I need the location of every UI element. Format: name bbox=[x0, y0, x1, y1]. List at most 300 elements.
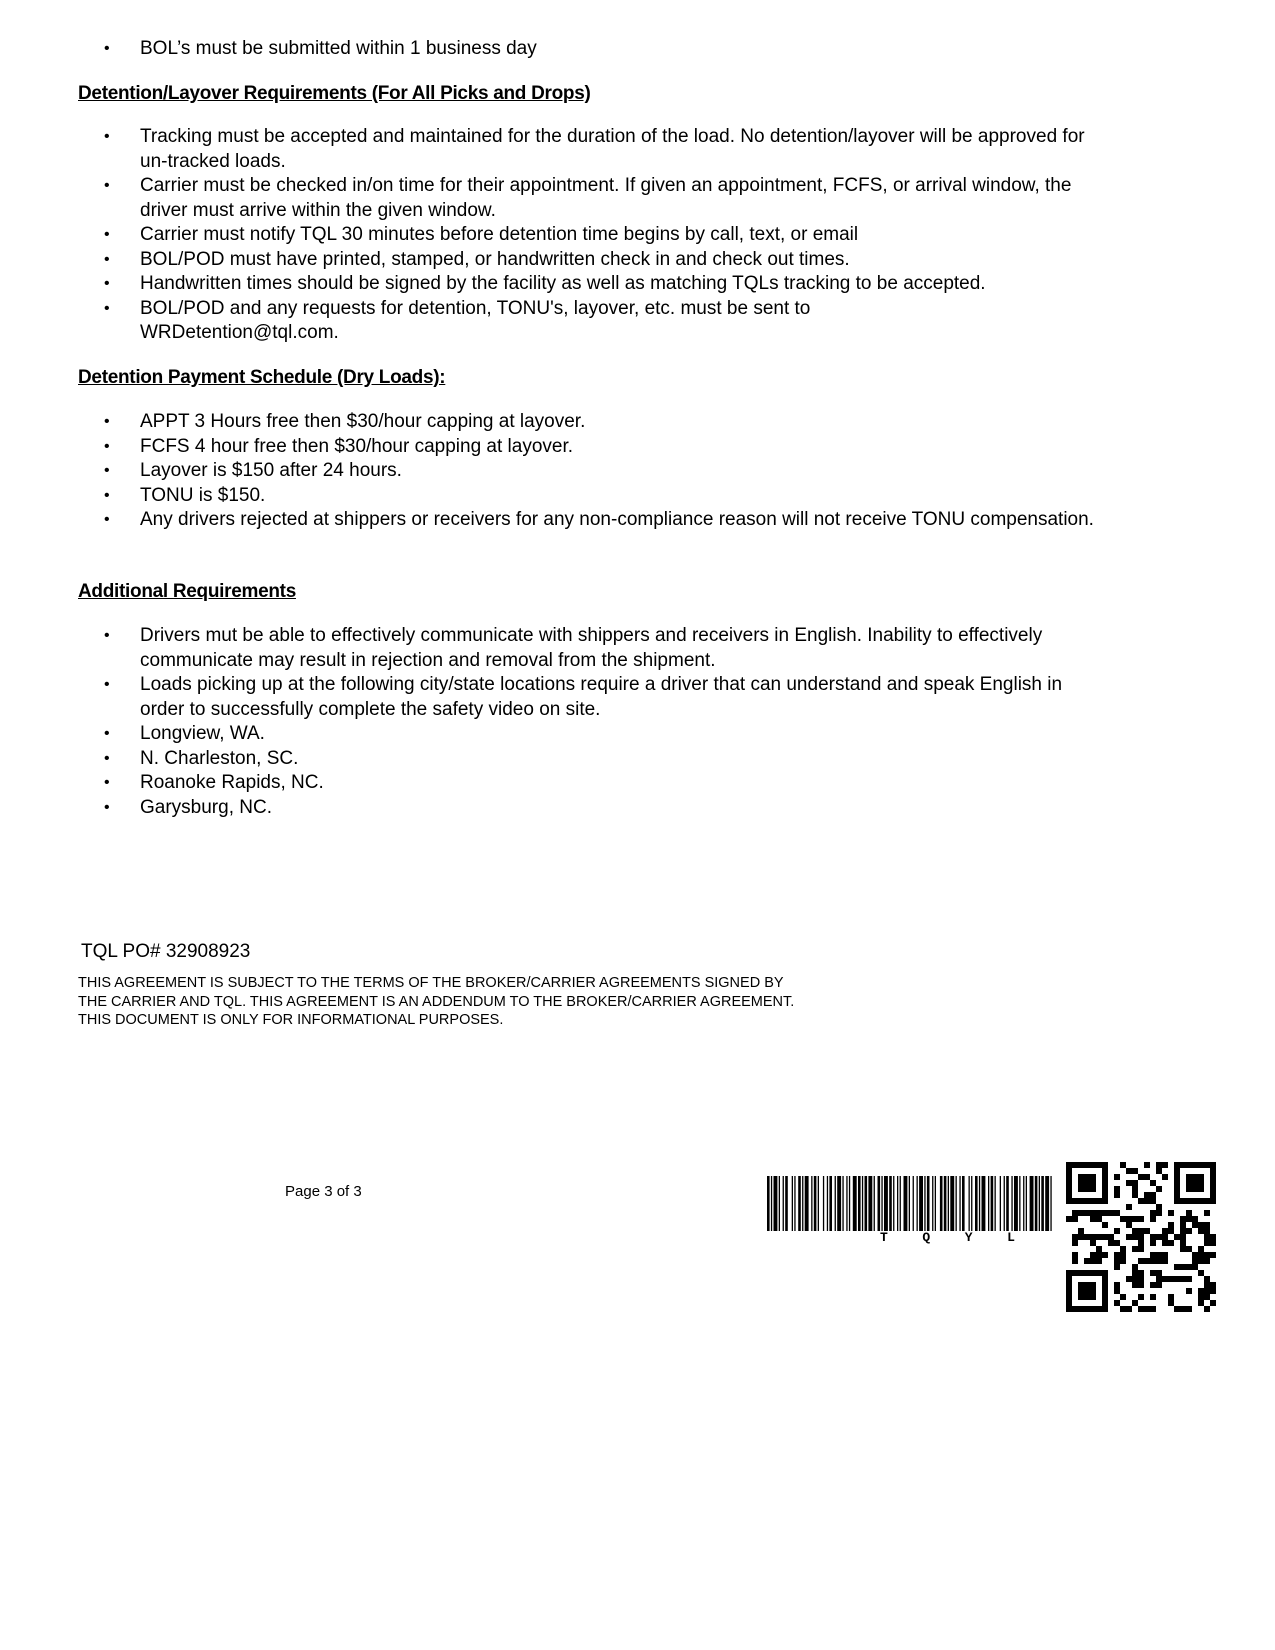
barcode-bar bbox=[783, 1176, 784, 1231]
qr-module bbox=[1204, 1258, 1210, 1264]
barcode-bar bbox=[794, 1176, 795, 1231]
qr-module bbox=[1180, 1228, 1186, 1234]
qr-module bbox=[1132, 1228, 1138, 1234]
barcode-bar bbox=[771, 1176, 772, 1231]
barcode-bar bbox=[975, 1176, 978, 1231]
qr-module bbox=[1102, 1222, 1108, 1228]
list-item: • Roanoke Rapids, NC. bbox=[0, 771, 1100, 796]
qr-module bbox=[1114, 1258, 1120, 1264]
qr-module bbox=[1078, 1210, 1084, 1216]
list-item: • Layover is $150 after 24 hours. bbox=[0, 459, 1100, 484]
qr-module bbox=[1156, 1186, 1162, 1192]
list-item: • BOL/POD must have printed, stamped, or handwritten check in and check out times. bbox=[0, 248, 1100, 273]
qr-module bbox=[1150, 1252, 1156, 1258]
qr-module bbox=[1180, 1222, 1186, 1228]
qr-module bbox=[1198, 1252, 1204, 1258]
qr-module bbox=[1090, 1216, 1096, 1222]
barcode-bar bbox=[969, 1176, 970, 1231]
barcode-bar bbox=[884, 1176, 888, 1231]
qr-module bbox=[1138, 1276, 1144, 1282]
qr-module bbox=[1174, 1276, 1180, 1282]
barcode-bar bbox=[962, 1176, 965, 1231]
barcode-bar bbox=[862, 1176, 863, 1231]
qr-module bbox=[1120, 1246, 1126, 1252]
bullet-icon: • bbox=[104, 462, 110, 479]
barcode-bar bbox=[1039, 1176, 1040, 1231]
barcode-char: L bbox=[1007, 1230, 1015, 1245]
top-bullet-list bbox=[0, 37, 1100, 62]
qr-module bbox=[1204, 1294, 1210, 1300]
qr-module bbox=[1150, 1306, 1156, 1312]
qr-module bbox=[1114, 1228, 1120, 1234]
bullet-icon: • bbox=[104, 226, 110, 243]
qr-module bbox=[1132, 1192, 1138, 1198]
barcode-bar bbox=[1023, 1176, 1024, 1231]
qr-module bbox=[1162, 1240, 1168, 1246]
qr-module bbox=[1096, 1252, 1102, 1258]
barcode-bar bbox=[1045, 1176, 1049, 1231]
qr-module bbox=[1108, 1234, 1114, 1240]
qr-module bbox=[1072, 1234, 1078, 1240]
qr-module bbox=[1162, 1276, 1168, 1282]
qr-module bbox=[1090, 1252, 1096, 1258]
barcode-bar bbox=[837, 1176, 841, 1231]
qr-module bbox=[1150, 1198, 1156, 1204]
bullet-icon: • bbox=[104, 627, 110, 644]
qr-module bbox=[1138, 1258, 1144, 1264]
qr-module bbox=[1168, 1294, 1174, 1300]
barcode-bar bbox=[950, 1176, 954, 1231]
qr-module bbox=[1126, 1216, 1132, 1222]
qr-module bbox=[1114, 1174, 1120, 1180]
barcode-bar bbox=[956, 1176, 957, 1231]
barcode-bar bbox=[909, 1176, 910, 1231]
qr-module bbox=[1078, 1234, 1084, 1240]
qr-module bbox=[1198, 1258, 1204, 1264]
qr-module bbox=[1144, 1306, 1150, 1312]
barcode-bar bbox=[935, 1176, 936, 1231]
qr-module bbox=[1114, 1288, 1120, 1294]
qr-module bbox=[1102, 1210, 1108, 1216]
list-item: • Carrier must notify TQL 30 minutes before detention time begins by call, text, or email bbox=[0, 223, 1100, 248]
list-item: • Drivers mut be able to effectively communicate with shippers and receivers in English. Inability to effectively communicate may result in rejection and removal from the shipment. bbox=[104, 625, 1043, 671]
qr-module bbox=[1168, 1240, 1174, 1246]
qr-module bbox=[1138, 1228, 1144, 1234]
qr-module bbox=[1204, 1252, 1210, 1258]
qr-module bbox=[1162, 1258, 1168, 1264]
qr-module bbox=[1126, 1306, 1132, 1312]
qr-module bbox=[1162, 1252, 1168, 1258]
qr-module bbox=[1168, 1276, 1174, 1282]
qr-module bbox=[1174, 1306, 1180, 1312]
qr-module bbox=[1156, 1210, 1162, 1216]
qr-module bbox=[1138, 1270, 1144, 1276]
qr-module bbox=[1138, 1240, 1144, 1246]
qr-module bbox=[1102, 1234, 1108, 1240]
barcode-bar bbox=[904, 1176, 908, 1231]
qr-module bbox=[1156, 1168, 1162, 1174]
list-item: • APPT 3 Hours free then $30/hour capping at layover. bbox=[0, 410, 1100, 435]
bullet-icon: • bbox=[104, 749, 110, 767]
qr-module bbox=[1114, 1264, 1120, 1270]
qr-module bbox=[1180, 1234, 1186, 1240]
barcode-bar bbox=[1000, 1176, 1001, 1231]
qr-module bbox=[1162, 1228, 1168, 1234]
qr-module bbox=[1186, 1228, 1192, 1234]
barcode-bar bbox=[1019, 1176, 1020, 1231]
barcode-bar bbox=[919, 1176, 923, 1231]
qr-module bbox=[1072, 1216, 1078, 1222]
barcode-bar bbox=[881, 1176, 882, 1231]
qr-module bbox=[1138, 1282, 1144, 1288]
qr-module bbox=[1144, 1162, 1150, 1168]
qr-module bbox=[1138, 1216, 1144, 1222]
section-heading-detention-payment: Detention Payment Schedule (Dry Loads): bbox=[78, 367, 446, 388]
barcode-bar bbox=[774, 1176, 778, 1231]
barcode-bar bbox=[818, 1176, 819, 1231]
barcode-bar bbox=[1026, 1176, 1027, 1231]
barcode-bar bbox=[865, 1176, 868, 1231]
qr-module bbox=[1132, 1276, 1138, 1282]
qr-module bbox=[1150, 1234, 1156, 1240]
qr-module bbox=[1090, 1234, 1096, 1240]
qr-module bbox=[1204, 1288, 1210, 1294]
qr-module bbox=[1096, 1234, 1102, 1240]
qr-module bbox=[1192, 1216, 1198, 1222]
barcode-bar bbox=[948, 1176, 949, 1231]
barcode-bar bbox=[944, 1176, 947, 1231]
qr-module bbox=[1066, 1216, 1072, 1222]
barcode-bar bbox=[991, 1176, 994, 1231]
qr-module bbox=[1198, 1294, 1204, 1300]
bullet-icon: • bbox=[104, 511, 110, 528]
qr-module bbox=[1090, 1210, 1096, 1216]
qr-module bbox=[1108, 1240, 1114, 1246]
section-heading-additional-requirements: Additional Requirements bbox=[78, 581, 296, 602]
qr-module bbox=[1132, 1264, 1138, 1270]
qr-module bbox=[1150, 1210, 1156, 1216]
qr-module bbox=[1144, 1258, 1150, 1264]
qr-module bbox=[1090, 1240, 1096, 1246]
qr-module bbox=[1198, 1300, 1204, 1306]
qr-module bbox=[1144, 1228, 1150, 1234]
barcode-bar bbox=[805, 1176, 809, 1231]
qr-module bbox=[1210, 1288, 1216, 1294]
barcode-bar bbox=[792, 1176, 793, 1231]
qr-module bbox=[1156, 1204, 1162, 1210]
additional-requirements-list bbox=[0, 624, 1100, 820]
bullet-icon: • bbox=[104, 299, 110, 317]
list-item: • BOL’s must be submitted within 1 business day bbox=[0, 37, 1100, 62]
qr-module bbox=[1132, 1300, 1138, 1306]
qr-module bbox=[1108, 1210, 1114, 1216]
qr-module bbox=[1072, 1240, 1078, 1246]
qr-module bbox=[1168, 1228, 1174, 1234]
barcode-bar bbox=[868, 1176, 872, 1231]
qr-module bbox=[1126, 1168, 1132, 1174]
qr-module bbox=[1132, 1270, 1138, 1276]
list-item: • N. Charleston, SC. bbox=[0, 747, 1100, 772]
barcode-bar bbox=[878, 1176, 881, 1231]
qr-module bbox=[1114, 1300, 1120, 1306]
barcode-bar bbox=[982, 1176, 986, 1231]
barcode-bar bbox=[829, 1176, 832, 1231]
qr-module bbox=[1144, 1192, 1150, 1198]
barcode-bar bbox=[979, 1176, 980, 1231]
qr-module bbox=[1132, 1234, 1138, 1240]
list-item: • Tracking must be accepted and maintained for the duration of the load. No detention/layover will be approved for un-tracked loads. bbox=[104, 126, 1085, 172]
qr-module bbox=[1114, 1192, 1120, 1198]
qr-module bbox=[1120, 1252, 1126, 1258]
qr-module bbox=[1138, 1198, 1144, 1204]
barcode-bar bbox=[1041, 1176, 1044, 1231]
barcode-caption bbox=[880, 1230, 1015, 1245]
barcode-bar bbox=[802, 1176, 803, 1231]
barcode-bar bbox=[785, 1176, 788, 1231]
qr-module bbox=[1120, 1306, 1126, 1312]
bullet-icon: • bbox=[104, 413, 110, 430]
qr-module bbox=[1186, 1210, 1192, 1216]
barcode-bar bbox=[959, 1176, 960, 1231]
qr-module bbox=[1174, 1234, 1180, 1240]
barcode-bar bbox=[924, 1176, 925, 1231]
qr-module bbox=[1150, 1294, 1156, 1300]
bullet-icon: • bbox=[104, 250, 110, 268]
qr-code-icon bbox=[1066, 1162, 1216, 1312]
barcode-bar bbox=[1006, 1176, 1009, 1231]
bullet-icon: • bbox=[104, 437, 110, 455]
qr-module bbox=[1186, 1264, 1192, 1270]
list-item: • Loads picking up at the following city/state locations require a driver that can understand and speak English in order to successfully complete the safety video on site. bbox=[104, 674, 1063, 720]
qr-module bbox=[1132, 1180, 1138, 1186]
qr-module bbox=[1084, 1258, 1090, 1264]
list-item: • Garysburg, NC. bbox=[0, 796, 1100, 821]
qr-module bbox=[1096, 1210, 1102, 1216]
barcode-char: Y bbox=[964, 1230, 973, 1245]
qr-module bbox=[1072, 1210, 1078, 1216]
barcode-bar bbox=[823, 1176, 824, 1231]
qr-module bbox=[1084, 1210, 1090, 1216]
qr-module bbox=[1204, 1228, 1210, 1234]
agreement-disclaimer: THIS AGREEMENT IS SUBJECT TO THE TERMS OF THE BROKER/CARRIER AGREEMENTS SIGNED BY THE CARRIER AND TQL. THIS AGREEMENT IS AN ADDENDUM TO THE BROKER/CARRIER AGREEMENT. THIS DOCUMENT IS ONLY FOR INFORMATIONAL PURPOSES. bbox=[78, 975, 795, 1028]
qr-module bbox=[1132, 1216, 1138, 1222]
qr-module bbox=[1180, 1246, 1186, 1252]
qr-module bbox=[1138, 1294, 1144, 1300]
qr-module bbox=[1114, 1186, 1120, 1192]
qr-module bbox=[1204, 1276, 1210, 1282]
qr-module bbox=[1126, 1180, 1132, 1186]
qr-module bbox=[1150, 1282, 1156, 1288]
po-number: TQL PO# 32908923 bbox=[81, 941, 251, 962]
qr-module bbox=[1090, 1258, 1096, 1264]
qr-module bbox=[1180, 1276, 1186, 1282]
qr-module bbox=[1168, 1300, 1174, 1306]
qr-module bbox=[1162, 1174, 1168, 1180]
qr-module bbox=[1096, 1258, 1102, 1264]
qr-module bbox=[1144, 1198, 1150, 1204]
barcode-bar bbox=[940, 1176, 943, 1231]
barcode-bar bbox=[889, 1176, 892, 1231]
bullet-icon: • bbox=[104, 128, 110, 145]
qr-module bbox=[1198, 1228, 1204, 1234]
bullet-icon: • bbox=[104, 676, 110, 693]
barcode-bar bbox=[971, 1176, 972, 1231]
qr-module bbox=[1204, 1240, 1210, 1246]
barcode-bar bbox=[927, 1176, 930, 1231]
qr-module bbox=[1126, 1222, 1132, 1228]
qr-module bbox=[1174, 1264, 1180, 1270]
qr-module bbox=[1168, 1222, 1174, 1228]
barcode-bar bbox=[842, 1176, 843, 1231]
qr-module bbox=[1186, 1246, 1192, 1252]
qr-module bbox=[1096, 1216, 1102, 1222]
barcode-bar bbox=[1035, 1176, 1038, 1231]
qr-module bbox=[1084, 1234, 1090, 1240]
bullet-icon: • bbox=[104, 177, 110, 194]
qr-module bbox=[1180, 1240, 1186, 1246]
qr-module bbox=[1132, 1186, 1138, 1192]
qr-module bbox=[1192, 1252, 1198, 1258]
qr-module bbox=[1144, 1174, 1150, 1180]
qr-module bbox=[1192, 1222, 1198, 1228]
qr-module bbox=[1138, 1234, 1144, 1240]
section-heading-detention-layover: Detention/Layover Requirements (For All Picks and Drops) bbox=[78, 83, 591, 104]
qr-module bbox=[1198, 1246, 1204, 1252]
barcode-bar bbox=[767, 1176, 770, 1231]
barcode-bar bbox=[835, 1176, 836, 1231]
qr-module bbox=[1186, 1276, 1192, 1282]
qr-module bbox=[1120, 1162, 1126, 1168]
barcode-bar bbox=[827, 1176, 828, 1231]
barcode-bar bbox=[798, 1176, 801, 1231]
qr-module bbox=[1114, 1240, 1120, 1246]
barcode-bar bbox=[893, 1176, 894, 1231]
qr-module bbox=[1114, 1210, 1120, 1216]
bullet-icon: • bbox=[104, 275, 110, 292]
qr-module bbox=[1126, 1234, 1132, 1240]
barcode-bar bbox=[811, 1176, 812, 1231]
qr-module bbox=[1072, 1252, 1078, 1258]
bullet-icon: • bbox=[104, 725, 110, 742]
list-item: • Longview, WA. bbox=[0, 722, 1100, 747]
list-item: • Carrier must be checked in/on time for their appointment. If given an appointment, FCFS, or arrival window, the driver must arrive within the given window. bbox=[104, 175, 1072, 221]
barcode-bar bbox=[1030, 1176, 1034, 1231]
barcode-bar bbox=[779, 1176, 780, 1231]
barcode-bar bbox=[849, 1176, 850, 1231]
qr-module bbox=[1132, 1282, 1138, 1288]
list-item: • TONU is $150. bbox=[0, 484, 1100, 509]
qr-module bbox=[1138, 1174, 1144, 1180]
qr-module bbox=[1150, 1216, 1156, 1222]
qr-module bbox=[1126, 1204, 1132, 1210]
qr-module bbox=[1156, 1252, 1162, 1258]
qr-module bbox=[1198, 1270, 1204, 1276]
qr-module bbox=[1180, 1306, 1186, 1312]
qr-module bbox=[1126, 1276, 1132, 1282]
barcode-char: T bbox=[880, 1230, 888, 1245]
qr-module bbox=[1168, 1210, 1174, 1216]
barcode-icon bbox=[767, 1176, 1052, 1231]
qr-finder bbox=[1078, 1174, 1096, 1192]
barcode-bar bbox=[932, 1176, 933, 1231]
qr-module bbox=[1186, 1306, 1192, 1312]
qr-finder bbox=[1078, 1282, 1096, 1300]
list-item: • Handwritten times should be signed by the facility as well as matching TQLs tracking to be accepted. bbox=[0, 272, 1100, 297]
qr-module bbox=[1210, 1234, 1216, 1240]
qr-module bbox=[1096, 1246, 1102, 1252]
qr-module bbox=[1156, 1234, 1162, 1240]
bullet-icon: • bbox=[104, 486, 110, 504]
qr-module bbox=[1204, 1306, 1210, 1312]
qr-module bbox=[1198, 1222, 1204, 1228]
qr-module bbox=[1186, 1216, 1192, 1222]
detention-layover-list bbox=[0, 125, 1100, 346]
qr-module bbox=[1156, 1162, 1162, 1168]
qr-module bbox=[1204, 1234, 1210, 1240]
qr-module bbox=[1156, 1276, 1162, 1282]
qr-module bbox=[1114, 1252, 1120, 1258]
barcode-bar bbox=[1014, 1176, 1018, 1231]
qr-module bbox=[1156, 1282, 1162, 1288]
qr-module bbox=[1072, 1258, 1078, 1264]
qr-module bbox=[1198, 1288, 1204, 1294]
qr-module bbox=[1210, 1252, 1216, 1258]
qr-module bbox=[1138, 1246, 1144, 1252]
barcode-bar bbox=[988, 1176, 989, 1231]
barcode-bar bbox=[1050, 1176, 1051, 1231]
qr-module bbox=[1150, 1270, 1156, 1276]
qr-module bbox=[1132, 1246, 1138, 1252]
qr-module bbox=[1150, 1192, 1156, 1198]
barcode-char: Q bbox=[922, 1230, 931, 1245]
page-number: Page 3 of 3 bbox=[285, 1183, 362, 1200]
barcode-bar bbox=[1011, 1176, 1012, 1231]
bullet-icon: • bbox=[104, 774, 110, 791]
barcode-bar bbox=[858, 1176, 861, 1231]
barcode-bar bbox=[1004, 1176, 1005, 1231]
qr-module bbox=[1204, 1222, 1210, 1228]
qr-module bbox=[1162, 1234, 1168, 1240]
qr-module bbox=[1180, 1264, 1186, 1270]
barcode-bar bbox=[995, 1176, 996, 1231]
barcode-bar bbox=[917, 1176, 918, 1231]
qr-module bbox=[1204, 1210, 1210, 1216]
qr-module bbox=[1210, 1282, 1216, 1288]
barcode-bar bbox=[814, 1176, 817, 1231]
qr-module bbox=[1132, 1168, 1138, 1174]
qr-module bbox=[1192, 1264, 1198, 1270]
qr-module bbox=[1150, 1258, 1156, 1264]
qr-module bbox=[1210, 1300, 1216, 1306]
qr-module bbox=[1138, 1306, 1144, 1312]
barcode-bar bbox=[913, 1176, 914, 1231]
qr-finder bbox=[1186, 1174, 1204, 1192]
list-item: • BOL/POD and any requests for detention, TONU's, layover, etc. must be sent to WRDetention@tql.com. bbox=[104, 297, 811, 343]
qr-module bbox=[1156, 1270, 1162, 1276]
qr-module bbox=[1120, 1294, 1126, 1300]
barcode-bar bbox=[853, 1176, 857, 1231]
qr-module bbox=[1150, 1240, 1156, 1246]
qr-module bbox=[1150, 1180, 1156, 1186]
barcode-bar bbox=[897, 1176, 898, 1231]
qr-module bbox=[1120, 1258, 1126, 1264]
qr-module bbox=[1186, 1288, 1192, 1294]
qr-module bbox=[1162, 1162, 1168, 1168]
qr-module bbox=[1204, 1282, 1210, 1288]
qr-module bbox=[1078, 1228, 1084, 1234]
bullet-icon: • bbox=[104, 40, 110, 57]
list-item: • Any drivers rejected at shippers or receivers for any non-compliance reason will not receive TONU compensation. bbox=[0, 508, 1100, 533]
